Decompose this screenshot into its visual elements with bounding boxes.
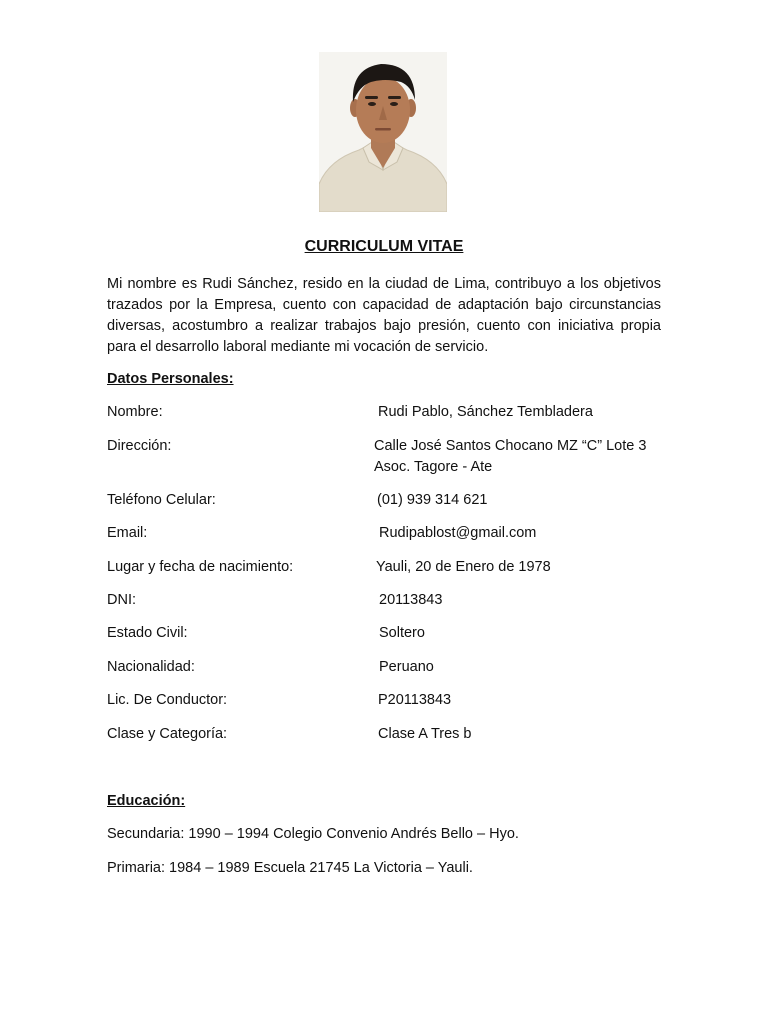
value-nacionalidad: Peruano xyxy=(379,659,434,675)
portrait-image xyxy=(319,52,447,212)
document-title: CURRICULUM VITAE xyxy=(304,238,464,255)
label-dni: DNI: xyxy=(107,592,136,608)
label-telefono: Teléfono Celular: xyxy=(107,492,216,508)
label-nacionalidad: Nacionalidad: xyxy=(107,659,195,675)
label-clase-categoria: Clase y Categoría: xyxy=(107,726,228,742)
value-nombre: Rudi Pablo, Sánchez Tembladera xyxy=(378,404,593,420)
education-primaria: Primaria: 1984 – 1989 Escuela 21745 La Victoria – Yauli. xyxy=(107,860,473,876)
label-licencia: Lic. De Conductor: xyxy=(107,692,228,708)
label-estado-civil: Estado Civil: xyxy=(107,625,188,641)
intro-paragraph: Mi nombre es Rudi Sánchez, resido en la ciudad de Lima, contribuyo a los objetivos trazados por la Empresa, cuento con capacidad de adaptación bajo circunstancias diversas, acostumbro a realizar trabajos bajo presión, cuento con iniciativa propia para el desarrollo laboral mediante mi vocación de servicio. xyxy=(107,276,661,355)
profile-photo xyxy=(319,52,447,212)
label-nombre: Nombre: xyxy=(107,404,163,420)
value-clase-categoria: Clase A Tres b xyxy=(378,726,472,742)
education-heading: Educación: xyxy=(107,793,186,809)
value-telefono: (01) 939 314 621 xyxy=(377,492,488,508)
label-nacimiento: Lugar y fecha de nacimiento: xyxy=(107,559,294,575)
label-direccion: Dirección: xyxy=(107,438,172,454)
value-direccion: Calle José Santos Chocano MZ “C” Lote 3 xyxy=(374,438,647,454)
value-estado-civil: Soltero xyxy=(379,625,425,641)
value-direccion-line2: Asoc. Tagore - Ate xyxy=(374,459,493,475)
education-secundaria: Secundaria: 1990 – 1994 Colegio Convenio Andrés Bello – Hyo. xyxy=(107,826,519,842)
personal-data-heading: Datos Personales: xyxy=(107,371,234,387)
value-licencia: P20113843 xyxy=(378,692,452,708)
label-email: Email: xyxy=(107,525,148,541)
value-email: Rudipablost@gmail.com xyxy=(379,525,537,541)
value-dni: 20113843 xyxy=(379,592,443,608)
value-nacimiento: Yauli, 20 de Enero de 1978 xyxy=(376,559,551,575)
